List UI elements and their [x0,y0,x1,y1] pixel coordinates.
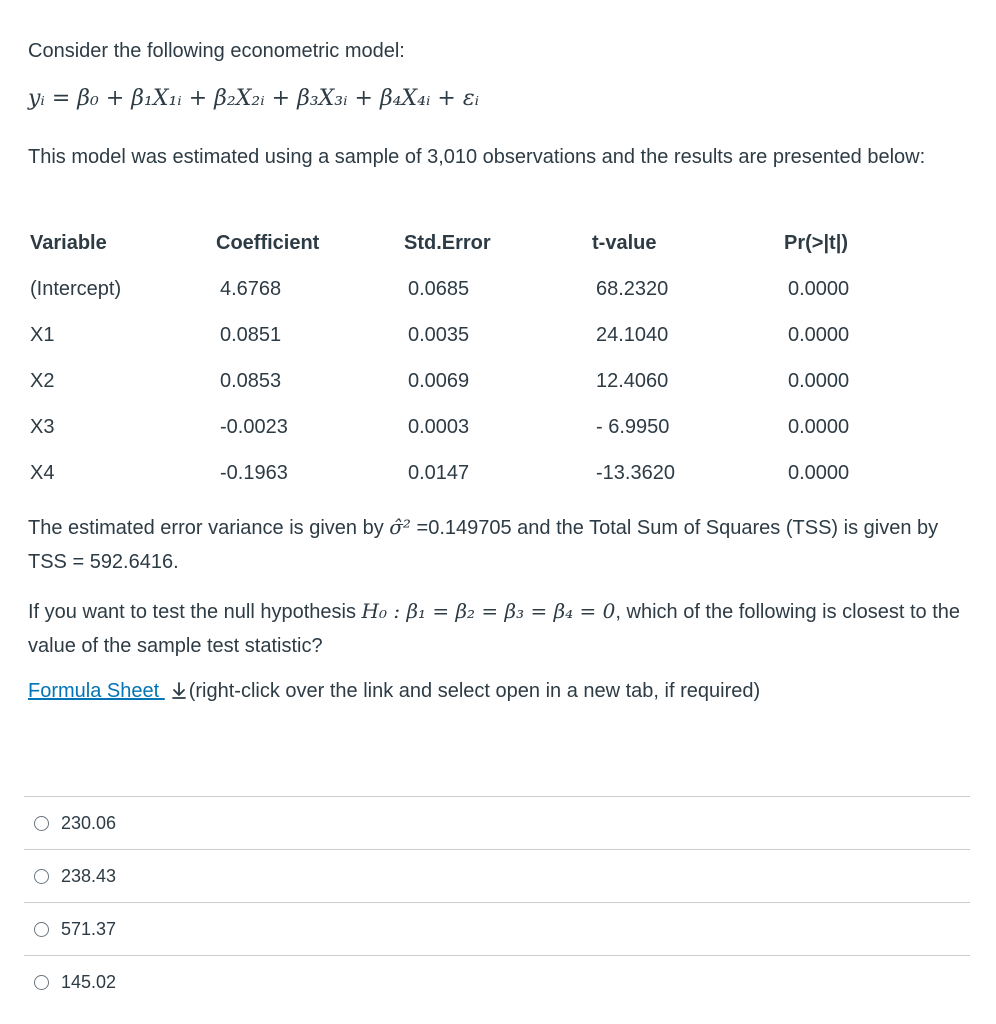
cell-p-value: 0.0000 [788,277,850,300]
table-header-row [28,220,968,266]
equation-term: β₃X₃ᵢ [297,86,348,111]
equation-plus: + [271,86,291,111]
cell-variable: X3 [30,415,55,438]
equation-equals: = [51,86,71,111]
header-t-value: t-value [592,231,657,254]
equation-term: εᵢ [462,86,480,111]
cell-coefficient: 0.0853 [220,369,282,392]
model-description: This model was estimated using a sample of 3,010 observations and the results are presented below: [28,146,926,168]
cell-t-value: 12.4060 [596,369,669,392]
formula-sheet-link[interactable]: Formula Sheet [28,680,165,702]
equation-lhs: yᵢ [28,86,45,111]
cell-std-error: 0.0147 [408,461,470,484]
table-row [28,404,968,450]
download-icon[interactable] [169,680,189,700]
cell-variable: X2 [30,369,55,392]
answer-option[interactable] [24,955,970,1008]
null-hypothesis: H₀ : β₁ = β₂ = β₃ = β₄ = 0 [361,599,616,623]
answer-list [24,796,970,1008]
cell-variable: (Intercept) [30,277,122,300]
model-equation [28,86,479,111]
cell-std-error: 0.0069 [408,369,470,392]
header-coefficient: Coefficient [216,231,320,254]
radio-button[interactable] [34,922,49,937]
question-text-before: If you want to test the null hypothesis [28,601,362,623]
sigma-hat-squared: σ̂² [389,515,411,539]
header-std-error: Std.Error [404,231,491,254]
cell-coefficient: -0.0023 [220,415,288,438]
answer-label: 230.06 [61,812,117,833]
equation-plus: + [188,86,208,111]
answer-option[interactable] [24,849,970,902]
cell-t-value: 68.2320 [596,277,669,300]
radio-button[interactable] [34,975,49,990]
cell-std-error: 0.0003 [408,415,470,438]
results-table [28,220,968,496]
table-row [28,312,968,358]
cell-t-value: - 6.9950 [596,415,670,438]
equation-term: β₁X₁ᵢ [131,86,182,111]
cell-variable: X4 [30,461,55,484]
equation-term: β₄X₄ᵢ [379,86,431,111]
results-table-container [28,220,968,496]
formula-sheet-line [28,680,760,703]
question-text-after: , which of the following is closest to the value of the sample test statistic? [28,601,961,657]
radio-button[interactable] [34,816,49,831]
cell-p-value: 0.0000 [788,323,850,346]
radio-button[interactable] [34,869,49,884]
cell-p-value: 0.0000 [788,461,850,484]
answer-option[interactable] [24,796,970,849]
header-p-value: Pr(>|t|) [784,231,848,254]
equation-plus: + [354,86,373,111]
variance-text-after: =0.149705 and the Total Sum of Squares (TSS) is given by TSS = 592.6416. [28,517,939,573]
table-row [28,266,968,312]
answer-label: 571.37 [61,918,117,939]
cell-p-value: 0.0000 [788,415,850,438]
answer-label: 145.02 [61,971,117,992]
cell-t-value: -13.3620 [596,461,675,484]
question-text [28,594,968,663]
cell-variable: X1 [30,323,55,346]
equation-term: β₀ [77,86,99,111]
answer-option[interactable] [24,902,970,955]
intro-text: Consider the following econometric model: [28,40,405,62]
variance-text-before: The estimated error variance is given by [28,517,390,539]
formula-sheet-note: (right-click over the link and select open in a new tab, if required) [188,680,761,702]
table-row [28,450,968,496]
cell-coefficient: -0.1963 [220,461,288,484]
cell-coefficient: 0.0851 [220,323,282,346]
cell-p-value: 0.0000 [788,369,850,392]
cell-std-error: 0.0685 [408,277,470,300]
table-row [28,358,968,404]
error-variance-text [28,510,968,579]
equation-term: β₂X₂ᵢ [214,86,265,111]
equation-plus: + [437,86,456,111]
cell-coefficient: 4.6768 [220,277,282,300]
header-variable: Variable [30,231,107,254]
equation-plus: + [105,86,125,111]
cell-std-error: 0.0035 [408,323,470,346]
answer-label: 238.43 [61,865,117,886]
cell-t-value: 24.1040 [596,323,669,346]
